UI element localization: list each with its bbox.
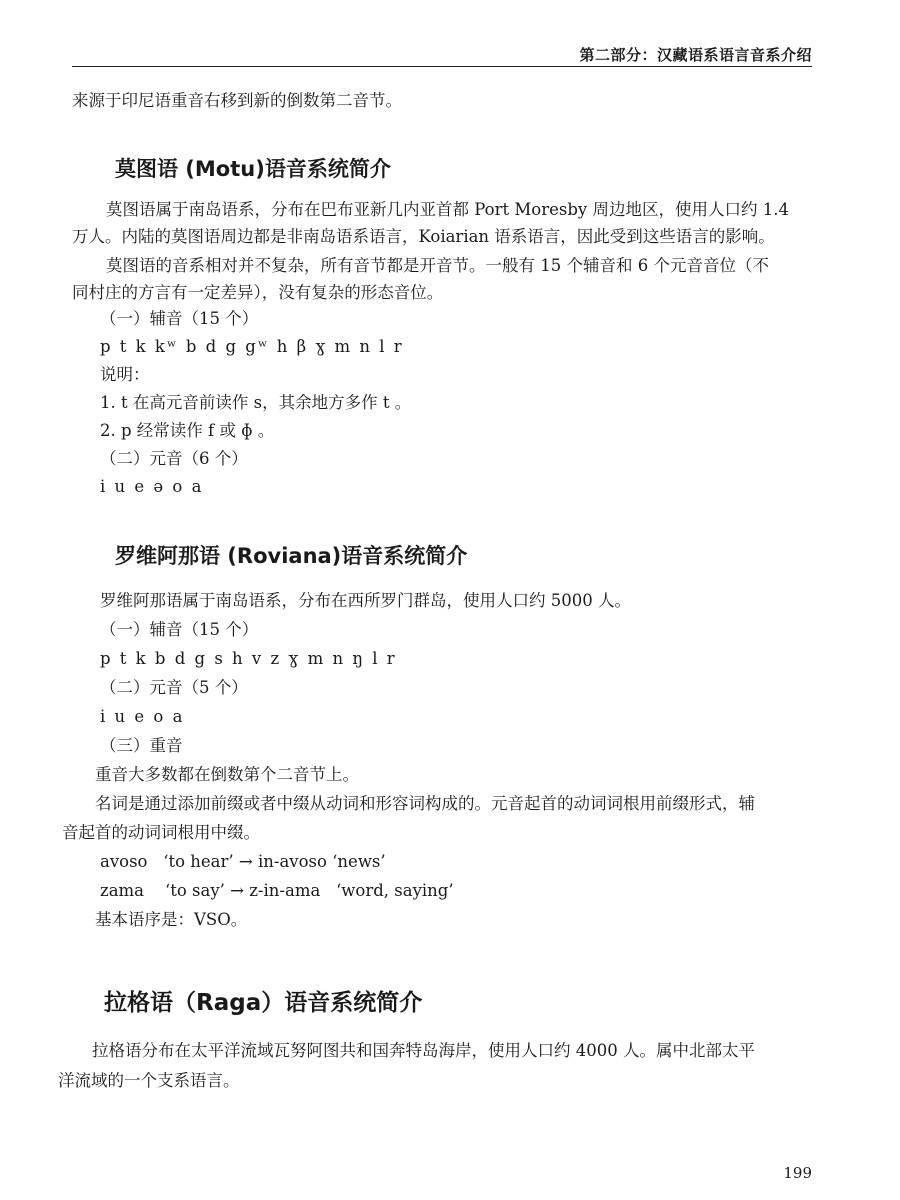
header-rule [72,66,812,67]
motu-vowel-title: （二）元音（6 个） [100,449,248,468]
roviana-stress-text: 重音大多数都在倒数第个二音节上。 [95,765,359,784]
roviana-consonant-list: p t k b d g s h v z ɣ m n ŋ l r [100,649,397,668]
roviana-word-order: 基本语序是：VSO。 [95,910,248,929]
motu-note-1: 1. t 在高元音前读作 s，其余地方多作 t 。 [100,393,412,412]
motu-consonant-title: （一）辅音（15 个） [100,309,259,328]
roviana-example-1: avoso ‘to hear’ → in-avoso ‘news’ [100,852,386,871]
roviana-paragraph-1: 罗维阿那语属于南岛语系，分布在西所罗门群岛，使用人口约 5000 人。 [100,591,631,610]
raga-paragraph-line-2: 洋流域的一个支系语言。 [58,1071,240,1090]
page-number: 199 [783,1164,812,1182]
motu-paragraph-2-line-1: 莫图语的音系相对并不复杂，所有音节都是开音节。一般有 15 个辅音和 6 个元音音位（不 [106,256,769,275]
roviana-vowel-title: （二）元音（5 个） [100,678,248,697]
motu-paragraph-1-line-2: 万人。内陆的莫图语周边都是非南岛语系语言，Koiarian 语系语言，因此受到这些语言的影响。 [72,227,775,246]
roviana-morphology-line-2: 音起首的动词词根用中缀。 [62,823,260,842]
roviana-consonant-title: （一）辅音（15 个） [100,620,259,639]
motu-paragraph-2-line-2: 同村庄的方言有一定差异），没有复杂的形态音位。 [72,283,444,302]
raga-heading: 拉格语（Raga）语音系统简介 [104,990,423,1016]
motu-heading: 莫图语 (Motu)语音系统简介 [115,157,391,181]
carryover-line: 来源于印尼语重音右移到新的倒数第二音节。 [72,91,402,110]
motu-consonant-list: p t k kʷ b d g gʷ h β ɣ m n l r [100,337,404,356]
roviana-example-2: zama ‘to say’ → z-in-ama ‘word, saying’ [100,881,454,900]
motu-note-2: 2. p 经常读作 f 或 ɸ 。 [100,421,275,440]
roviana-heading: 罗维阿那语 (Roviana)语音系统简介 [115,544,468,568]
running-head: 第二部分：汉藏语系语言音系介绍 [579,46,812,64]
roviana-vowel-list: i u e o a [100,707,185,726]
motu-paragraph-1-line-1: 莫图语属于南岛语系，分布在巴布亚新几内亚首都 Port Moresby 周边地区，使用人口约 1.4 [106,200,789,219]
motu-note-title: 说明： [100,365,150,384]
raga-paragraph-line-1: 拉格语分布在太平洋流域瓦努阿图共和国奔特岛海岸，使用人口约 4000 人。属中北部太平 [92,1041,755,1060]
roviana-morphology-line-1: 名词是通过添加前缀或者中缀从动词和形容词构成的。元音起首的动词词根用前缀形式，辅 [95,794,755,813]
roviana-stress-title: （三）重音 [100,736,183,755]
motu-vowel-list: i u e ə o a [100,477,204,496]
